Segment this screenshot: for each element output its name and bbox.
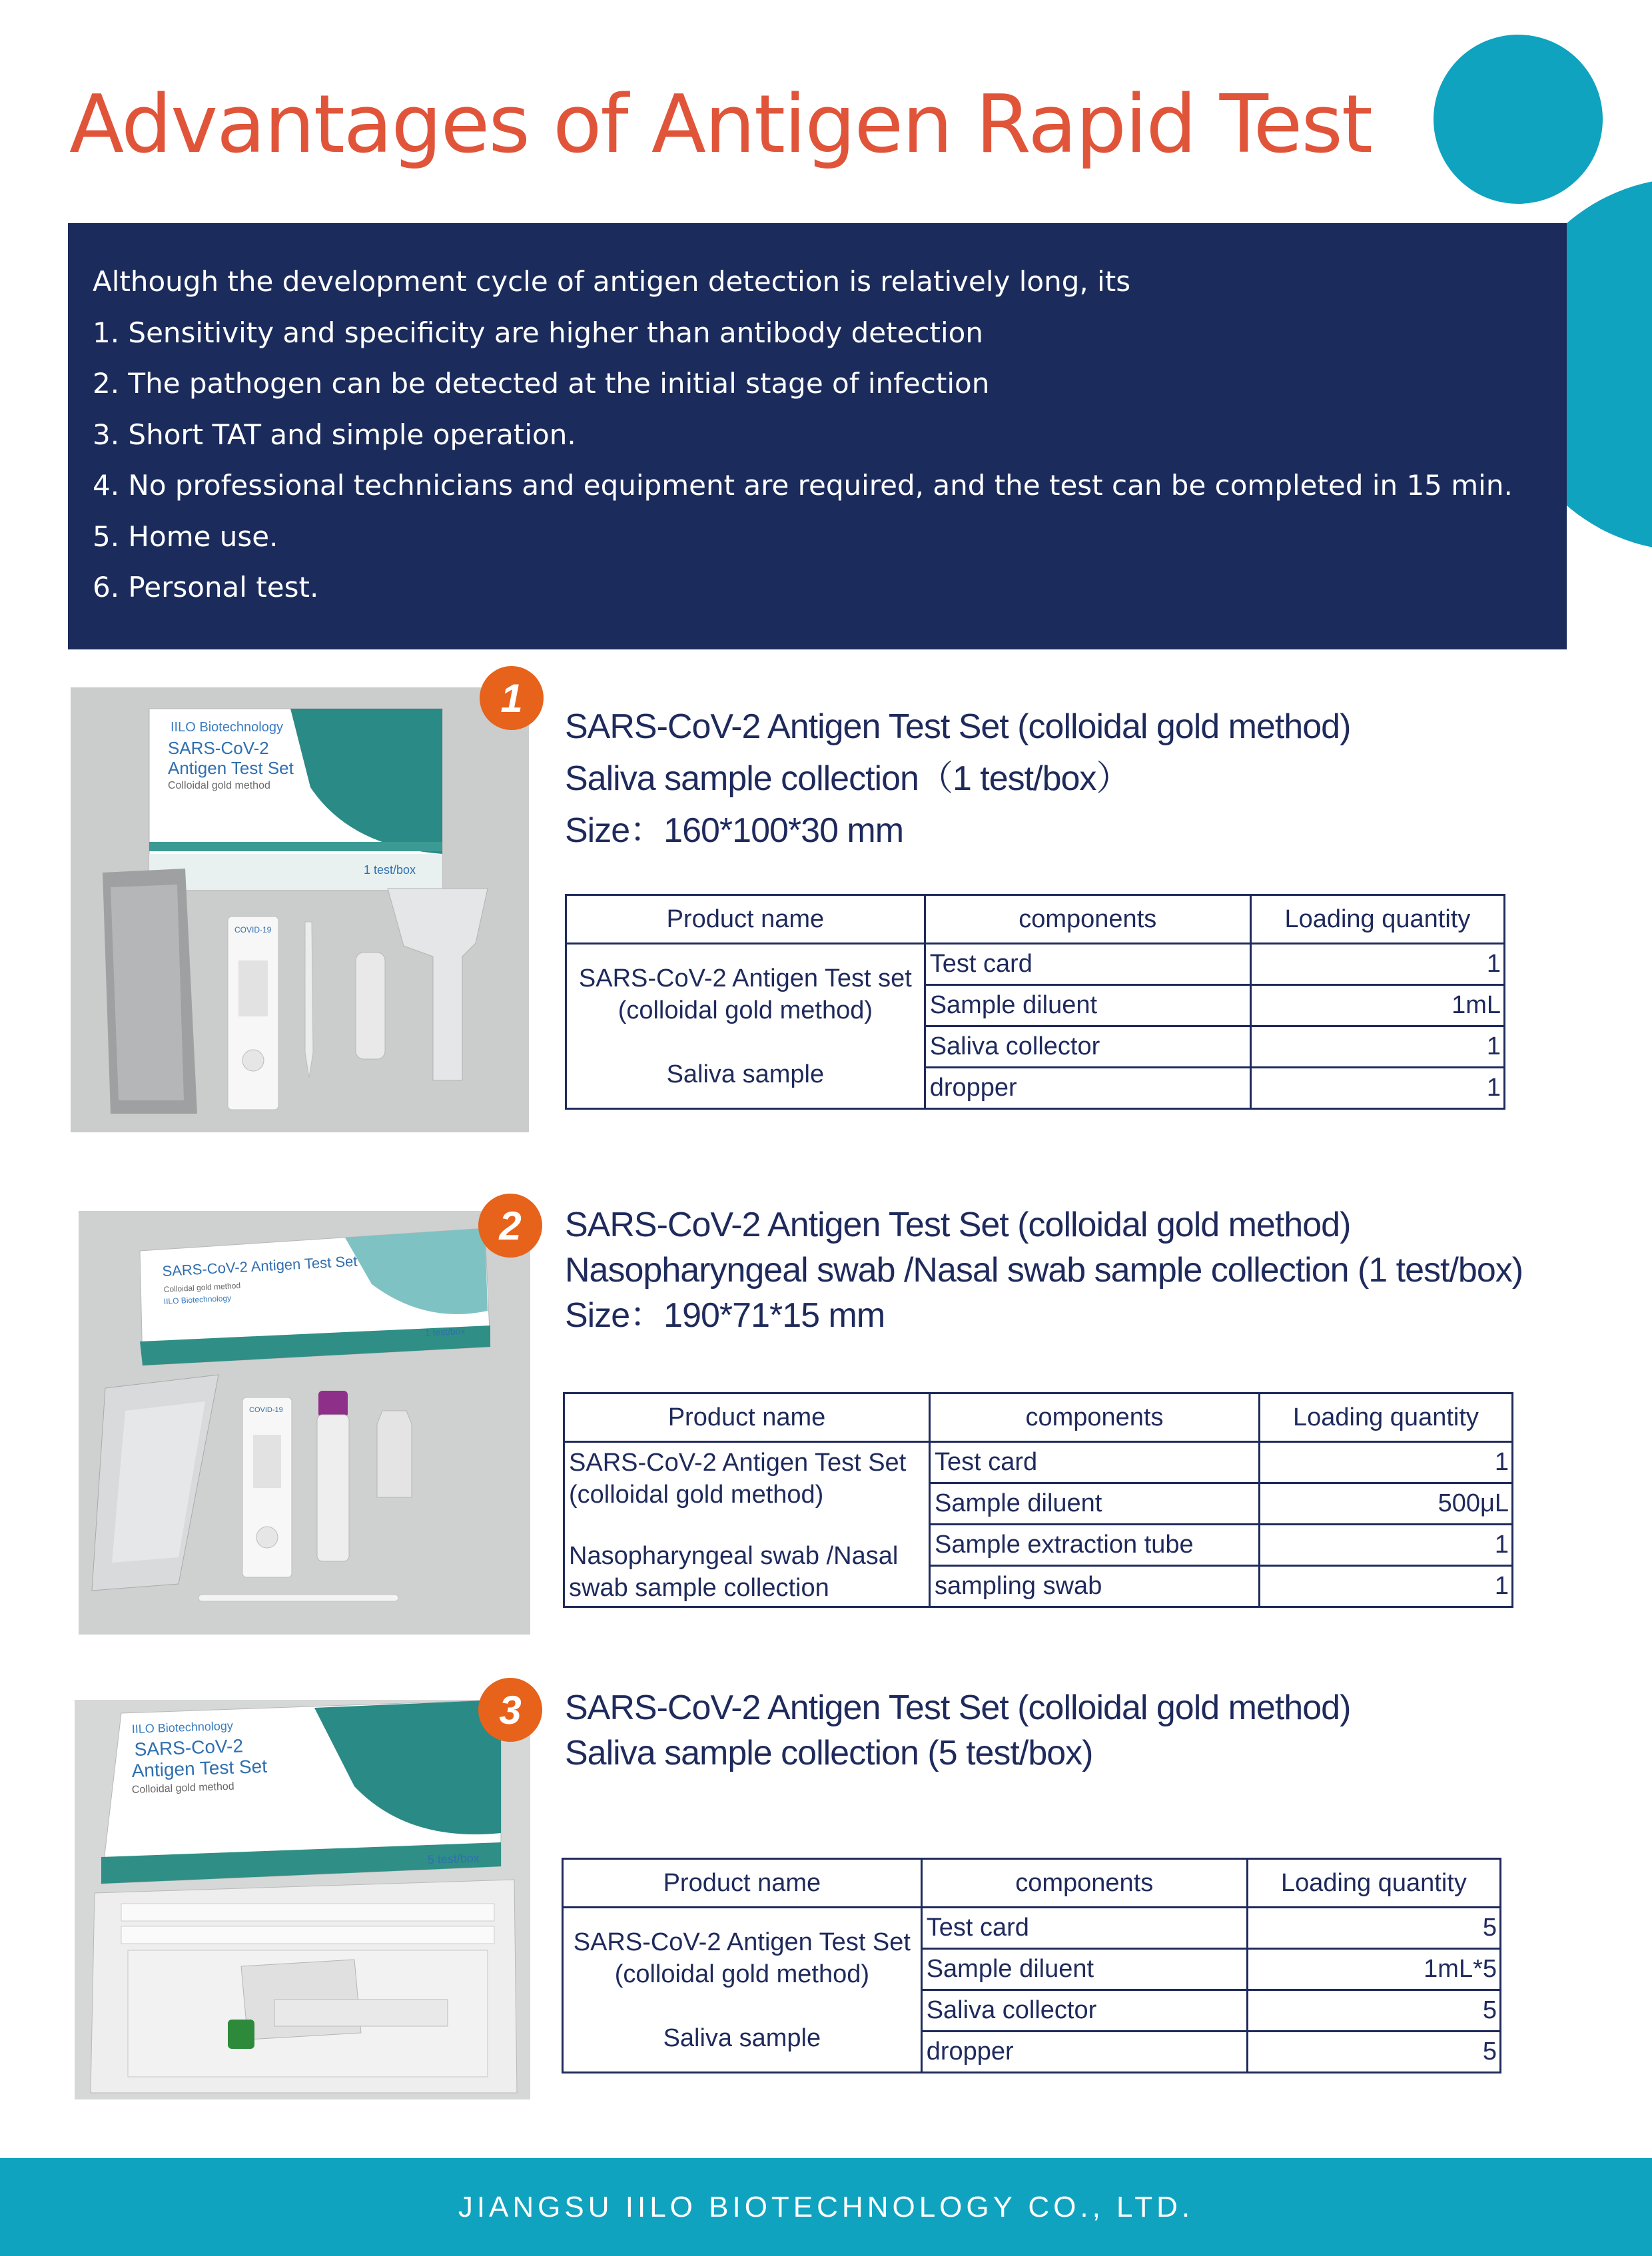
photo-count: 1 test/box [424,1325,466,1338]
quantity-cell: 5 [1247,1990,1500,2032]
product-heading-2 [565,1202,1523,1338]
product-name-line: Saliva sample [666,1060,825,1088]
table-header: Product name [564,1393,930,1442]
product-photo-3 [75,1700,530,2099]
product-subtitle: Nasopharyngeal swab /Nasal swab sample collection (1 test/box) [565,1251,1523,1290]
photo-count: 1 test/box [364,863,416,877]
product-photo-1 [71,687,529,1132]
photo-name: SARS-CoV-2 [134,1735,244,1760]
product-name-cell [563,1908,922,2073]
photo-cassette: COVID-19 [249,1406,283,1414]
table-header: Loading quantity [1259,1393,1512,1442]
component-cell: Sample diluent [929,1483,1259,1525]
product-heading-3 [565,1685,1350,1776]
product-name-line: SARS-CoV-2 Antigen Test Set [569,1449,907,1477]
advantages-list [93,256,1513,613]
product-heading-1 [565,701,1350,857]
table-header: Loading quantity [1247,1859,1500,1908]
quantity-cell: 1 [1259,1525,1512,1566]
component-cell: dropper [925,1068,1250,1109]
photo-count: 5 test/box [427,1851,480,1866]
product-title: SARS-CoV-2 Antigen Test Set (colloidal gold method) [565,1689,1351,1727]
product-subtitle: Saliva sample collection（1 test/box） [565,759,1130,798]
advantage-item: 4. No professional technicians and equipment are required, and the test can be completed in 15 min. [93,469,1513,502]
product-name-line: SARS-CoV-2 Antigen Test set [578,964,912,992]
component-cell: sampling swab [929,1566,1259,1607]
photo-method: Colloidal gold method [168,780,270,791]
quantity-cell: 1 [1250,1068,1504,1109]
photo-name: Antigen Test Set [168,758,294,778]
table-header: components [921,1859,1247,1908]
product-number-badge: 1 [480,666,544,730]
component-cell: Sample diluent [925,985,1250,1026]
advantage-item: 2. The pathogen can be detected at the initial stage of infection [93,367,990,400]
photo-method: Colloidal gold method [163,1280,241,1294]
spec-table-2 [563,1392,1513,1608]
quantity-cell: 1 [1259,1442,1512,1483]
component-cell: Test card [929,1442,1259,1483]
photo-brand: IILO Biotechnology [131,1718,234,1736]
table-header: components [929,1393,1259,1442]
product-title: SARS-CoV-2 Antigen Test Set (colloidal gold method) [565,1206,1351,1244]
advantage-item: 3. Short TAT and simple operation. [93,418,576,451]
footer-company: JIANGSU IILO BIOTECHNOLOGY CO., LTD. [0,2158,1652,2256]
quantity-cell: 1mL [1250,985,1504,1026]
product-name-line: Nasopharyngeal swab /Nasal [569,1542,899,1570]
component-cell: Saliva collector [921,1990,1247,2032]
decorative-circle-small [1434,35,1603,204]
quantity-cell: 1 [1259,1566,1512,1607]
spec-table-1 [565,894,1505,1110]
quantity-cell: 500μL [1259,1483,1512,1525]
product-title: SARS-CoV-2 Antigen Test Set (colloidal gold method) [565,707,1351,746]
quantity-cell: 1 [1250,1026,1504,1068]
product-name-cell [564,1442,930,1607]
product-size: Size：190*71*15 mm [565,1296,885,1335]
quantity-cell: 1 [1250,944,1504,985]
page-title: Advantages of Antigen Rapid Test [69,79,1372,171]
product-name-line: SARS-CoV-2 Antigen Test Set [573,1928,911,1956]
advantages-lead: Although the development cycle of antigen detection is relatively long, its [93,265,1131,298]
photo-cassette: COVID-19 [234,925,272,935]
table-header: Product name [566,895,925,944]
component-cell: Sample extraction tube [929,1525,1259,1566]
advantage-item: 1. Sensitivity and specificity are higher than antibody detection [93,316,983,349]
component-cell: Saliva collector [925,1026,1250,1068]
product-name-line: (colloidal gold method) [569,1481,824,1509]
component-cell: Test card [921,1908,1247,1949]
advantage-item: 6. Personal test. [93,571,319,603]
quantity-cell: 1mL*5 [1247,1949,1500,1990]
product-name-line: swab sample collection [569,1574,829,1602]
photo-method: Colloidal gold method [131,1780,234,1796]
photo-brand: IILO Biotechnology [163,1293,232,1306]
product-number-badge: 3 [478,1678,542,1742]
component-cell: Sample diluent [921,1949,1247,1990]
product-name-cell [566,944,925,1109]
product-name-line: (colloidal gold method) [614,1960,870,1988]
product-number-badge: 2 [478,1194,542,1258]
photo-name: SARS-CoV-2 Antigen Test Set [161,1252,358,1280]
product-name-line: (colloidal gold method) [618,996,873,1024]
spec-table-3 [562,1858,1501,2073]
product-photo-2 [79,1211,530,1635]
photo-name: Antigen Test Set [131,1755,268,1781]
quantity-cell: 5 [1247,1908,1500,1949]
quantity-cell: 5 [1247,2032,1500,2073]
table-header: Loading quantity [1250,895,1504,944]
table-header: Product name [563,1859,922,1908]
advantage-item: 5. Home use. [93,520,278,553]
component-cell: Test card [925,944,1250,985]
product-subtitle: Saliva sample collection (5 test/box) [565,1734,1093,1772]
component-cell: dropper [921,2032,1247,2073]
photo-brand: IILO Biotechnology [171,720,283,735]
photo-name: SARS-CoV-2 [168,738,269,758]
product-name-line: Saliva sample [663,2024,821,2052]
product-size: Size：160*100*30 mm [565,811,904,850]
table-header: components [925,895,1250,944]
